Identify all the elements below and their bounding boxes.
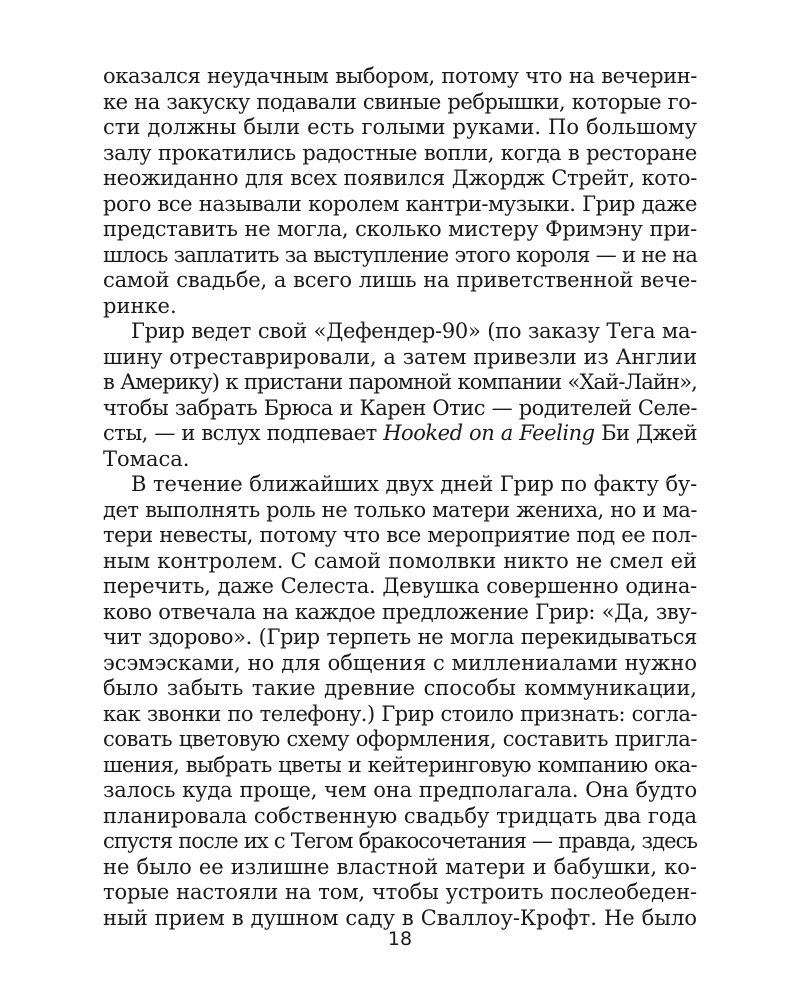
- text-line: как звонки по телефону.) Грир стоило признать: согла-: [103, 701, 697, 726]
- text-line: представить не могла, сколько мистеру Фримэну при-: [103, 217, 697, 241]
- text-line: было забыть такие древние способы коммуникации,: [103, 676, 697, 700]
- text-line: спустя после их с Тегом бракосочетания — правда, здесь: [103, 829, 697, 853]
- text-line: В течение ближайших двух дней Грир по факту бу-: [131, 472, 697, 496]
- text-line: Грир ведет свой «Дефендер-90» (по заказу Тега ма-: [131, 319, 697, 343]
- text-line: ке на закуску подавали свиные ребрышки, которые го-: [103, 89, 697, 114]
- text-line: шину отреставрировали, а затем привезли из Англии: [103, 344, 697, 369]
- song-title: Hooked on a Feeling: [383, 421, 595, 445]
- text-line: залось куда проще, чем она предполагала. Она будто: [103, 778, 697, 802]
- text-line: эсэмэсками, но для общения с миллениалами нужно: [103, 650, 697, 675]
- text-segment: Би Джей: [594, 421, 697, 445]
- text-line: тери невесты, потому что все мероприятие под ее пол-: [103, 523, 697, 547]
- page-number: 18: [387, 928, 413, 950]
- text-line: чтобы забрать Брюса и Карен Отис — родителей Селе-: [103, 395, 697, 420]
- text-line: перечить, даже Селеста. Девушка совершенно одина-: [103, 574, 697, 598]
- body-text: [103, 64, 697, 931]
- text-line: ным контролем. С самой помолвки никто не смел ей: [103, 548, 697, 573]
- text-segment: сты, — и вслух подпевает: [103, 421, 384, 445]
- text-line: шения, выбрать цветы и кейтеринговую компанию ока-: [103, 752, 697, 777]
- text-line: сти должны были есть голыми руками. По большому: [103, 115, 697, 139]
- text-line: дет выполнять роль не только матери жениха, но и ма-: [103, 497, 697, 522]
- text-line: неожиданно для всех появился Джордж Стрейт, кото-: [103, 166, 697, 190]
- text-line: рого все называли королем кантри-музыки. Грир даже: [103, 191, 697, 216]
- text-line: шлось заплатить за выступление этого короля — и не на: [103, 242, 697, 267]
- text-line: торые настояли на том, чтобы устроить послеобеден-: [103, 880, 697, 904]
- text-line: совать цветовую схему оформления, составить пригла-: [103, 727, 697, 751]
- text-line: [103, 421, 697, 447]
- text-line: ково отвечала на каждое предложение Грир: «Да, зву-: [103, 599, 697, 624]
- text-line: оказался неудачным выбором, потому что на вечерин-: [103, 64, 697, 88]
- text-line: планировала собственную свадьбу тридцать два года: [103, 803, 697, 828]
- text-line: не было ее излишне властной матери и бабушки, ко-: [103, 854, 697, 879]
- text-line: ный прием в душном саду в Сваллоу-Крофт. Не было: [103, 905, 697, 930]
- text-line: в Америку) к пристани паромной компании «Хай-Лайн»,: [103, 370, 697, 394]
- text-line: чит здорово». (Грир терпеть не могла перекидываться: [103, 625, 697, 649]
- text-line: Томаса.: [103, 446, 190, 471]
- text-line: самой свадьбе, а всего лишь на приветственной вече-: [103, 268, 697, 292]
- text-line: ринке.: [103, 293, 177, 318]
- text-line: залу прокатились радостные вопли, когда в ресторане: [103, 140, 697, 165]
